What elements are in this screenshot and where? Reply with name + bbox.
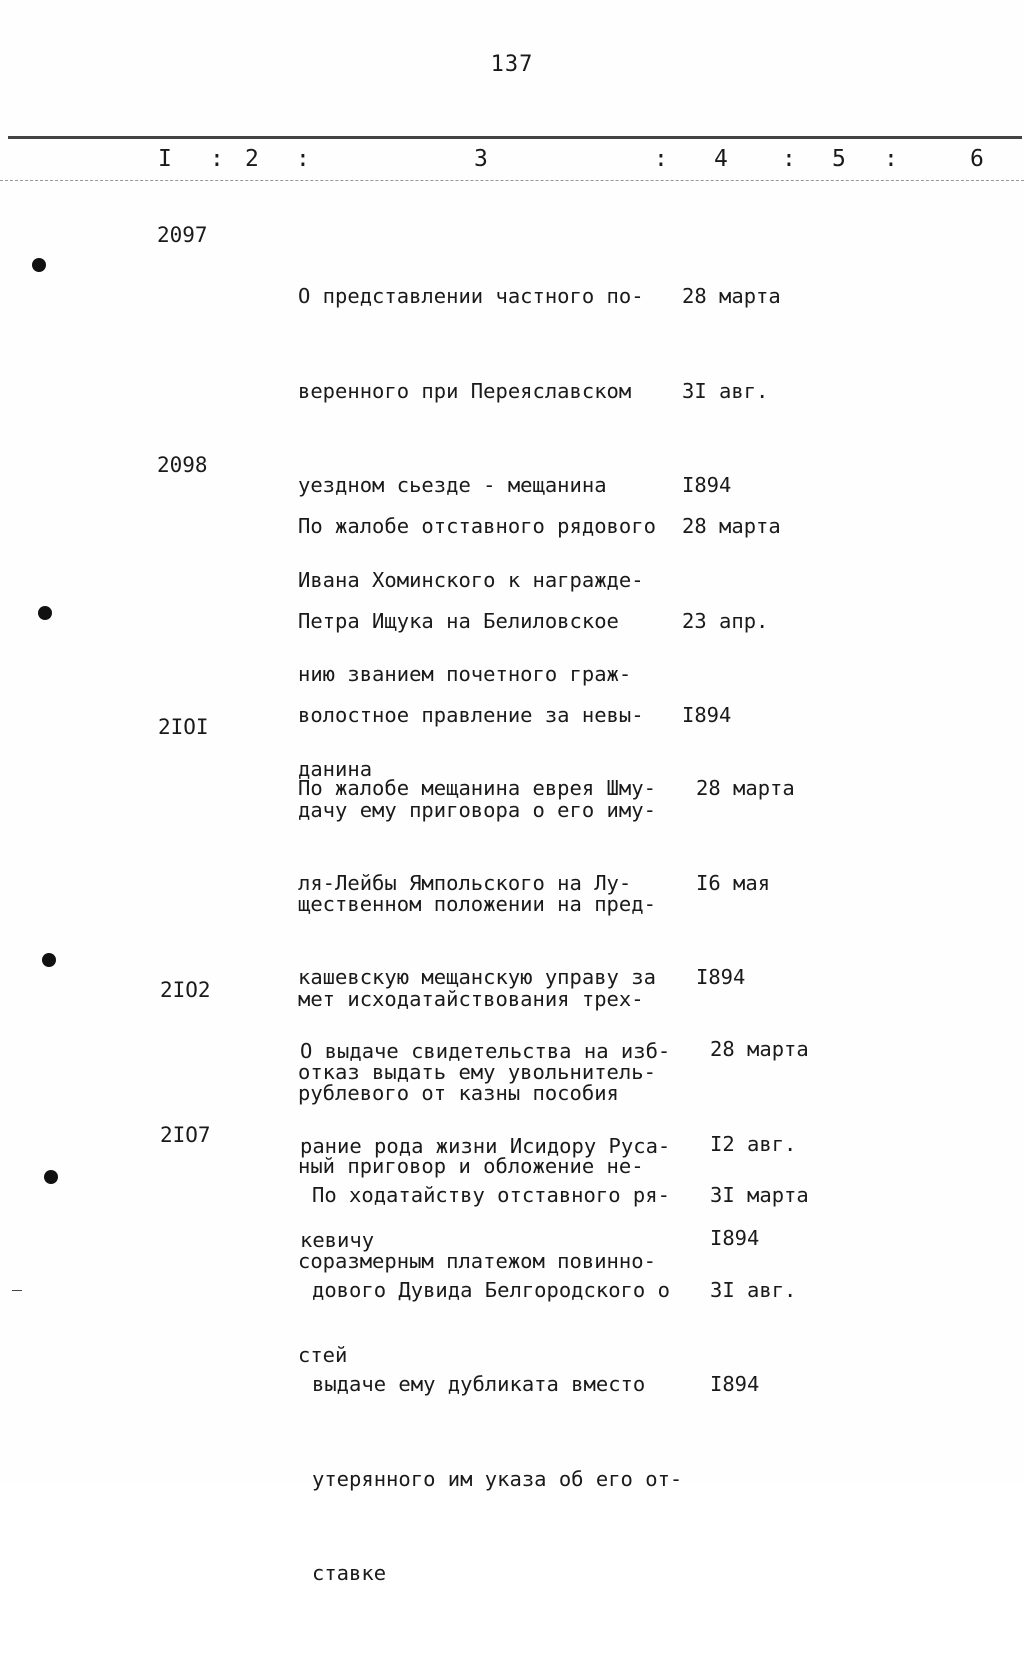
- description-line: отказ выдать ему увольнитель-: [298, 1059, 656, 1084]
- date-year: I894: [710, 1226, 760, 1250]
- punch-hole: [42, 953, 56, 967]
- date-start: 28 марта: [710, 1037, 809, 1061]
- description-line: рублевого от казны пособия: [298, 1081, 619, 1105]
- column-header-2: 2: [245, 146, 259, 172]
- date-year: I894: [696, 965, 746, 989]
- description-line: волостное правление за невы-: [298, 703, 644, 727]
- date-end: 3I авг.: [682, 378, 769, 403]
- entry-dates: [710, 1117, 809, 1464]
- description-line: По жалобе мещанина еврея Шму-: [298, 776, 656, 800]
- punch-hole: [38, 606, 52, 620]
- description-line: мет исходатайствования трех-: [298, 986, 644, 1011]
- description-line: По ходатайству отставного ря-: [312, 1183, 670, 1207]
- description-line: О выдаче свидетельства на изб-: [300, 1039, 671, 1063]
- description-line: кевичу: [300, 1228, 375, 1252]
- punch-hole: [32, 258, 46, 272]
- description-line: Петра Ищука на Белиловское: [298, 608, 619, 633]
- date-start: 28 марта: [682, 514, 781, 538]
- description-line: стей: [298, 1343, 348, 1367]
- column-header-5: 5: [832, 146, 846, 172]
- entry-number: 2098: [157, 453, 208, 477]
- column-separator: :: [654, 146, 668, 172]
- date-start: 28 марта: [682, 284, 781, 308]
- date-year: I894: [682, 473, 732, 497]
- description-line: ля-Лейбы Ямпольского на Лу-: [298, 870, 632, 895]
- description-line: дачу ему приговора о его иму-: [298, 797, 656, 822]
- description-line: уездном сьезде - мещанина: [298, 473, 607, 497]
- entry-description: [312, 1117, 682, 1653]
- date-start: 28 марта: [696, 776, 795, 800]
- entry-number: 2IOI: [158, 715, 209, 739]
- column-separator: :: [210, 146, 224, 172]
- header-top-rule: [8, 136, 1022, 139]
- column-separator: :: [884, 146, 898, 172]
- header-bottom-rule: [0, 180, 1024, 181]
- description-line: нию званием почетного граж-: [298, 662, 632, 686]
- description-line: рание рода жизни Исидору Руса-: [300, 1133, 671, 1158]
- description-line: веренного при Переяславском: [298, 378, 632, 403]
- date-end: I6 мая: [696, 870, 771, 895]
- column-header-6: 6: [970, 146, 984, 172]
- description-line: щественном положении на пред-: [298, 892, 656, 916]
- column-header-3: 3: [474, 146, 488, 172]
- column-header-4: 4: [714, 146, 728, 172]
- margin-mark: [12, 1290, 22, 1291]
- description-line: выдаче ему дубликата вместо: [312, 1372, 646, 1396]
- description-line: О представлении частного по-: [298, 284, 644, 308]
- description-line: Ивана Хоминского к награжде-: [298, 567, 644, 592]
- description-line: ный приговор и обложение не-: [298, 1154, 644, 1178]
- column-separator: :: [782, 146, 796, 172]
- entry-number: 2IO2: [160, 978, 211, 1002]
- date-year: I894: [710, 1372, 760, 1396]
- description-line: соразмерным платежом повинно-: [298, 1248, 656, 1273]
- punch-hole: [44, 1170, 58, 1184]
- description-line: кашевскую мещанскую управу за: [298, 965, 656, 989]
- entry-number: 2097: [157, 223, 208, 247]
- column-header-1: I: [158, 146, 172, 172]
- date-start: 3I марта: [710, 1183, 809, 1207]
- description-line: ставке: [312, 1561, 387, 1585]
- date-end: I2 авг.: [710, 1131, 797, 1156]
- date-year: I894: [682, 703, 732, 727]
- description-line: утерянного им указа об его от-: [312, 1466, 683, 1491]
- entry-number: 2IO7: [160, 1123, 211, 1147]
- description-line: По жалобе отставного рядового: [298, 514, 656, 538]
- page-number: 137: [490, 52, 534, 77]
- description-line: данина: [298, 756, 373, 781]
- date-end: 23 апр.: [682, 608, 769, 633]
- column-separator: :: [296, 146, 310, 172]
- description-line: дового Дувида Белгородского о: [312, 1277, 670, 1302]
- date-end: 3I авг.: [710, 1277, 797, 1302]
